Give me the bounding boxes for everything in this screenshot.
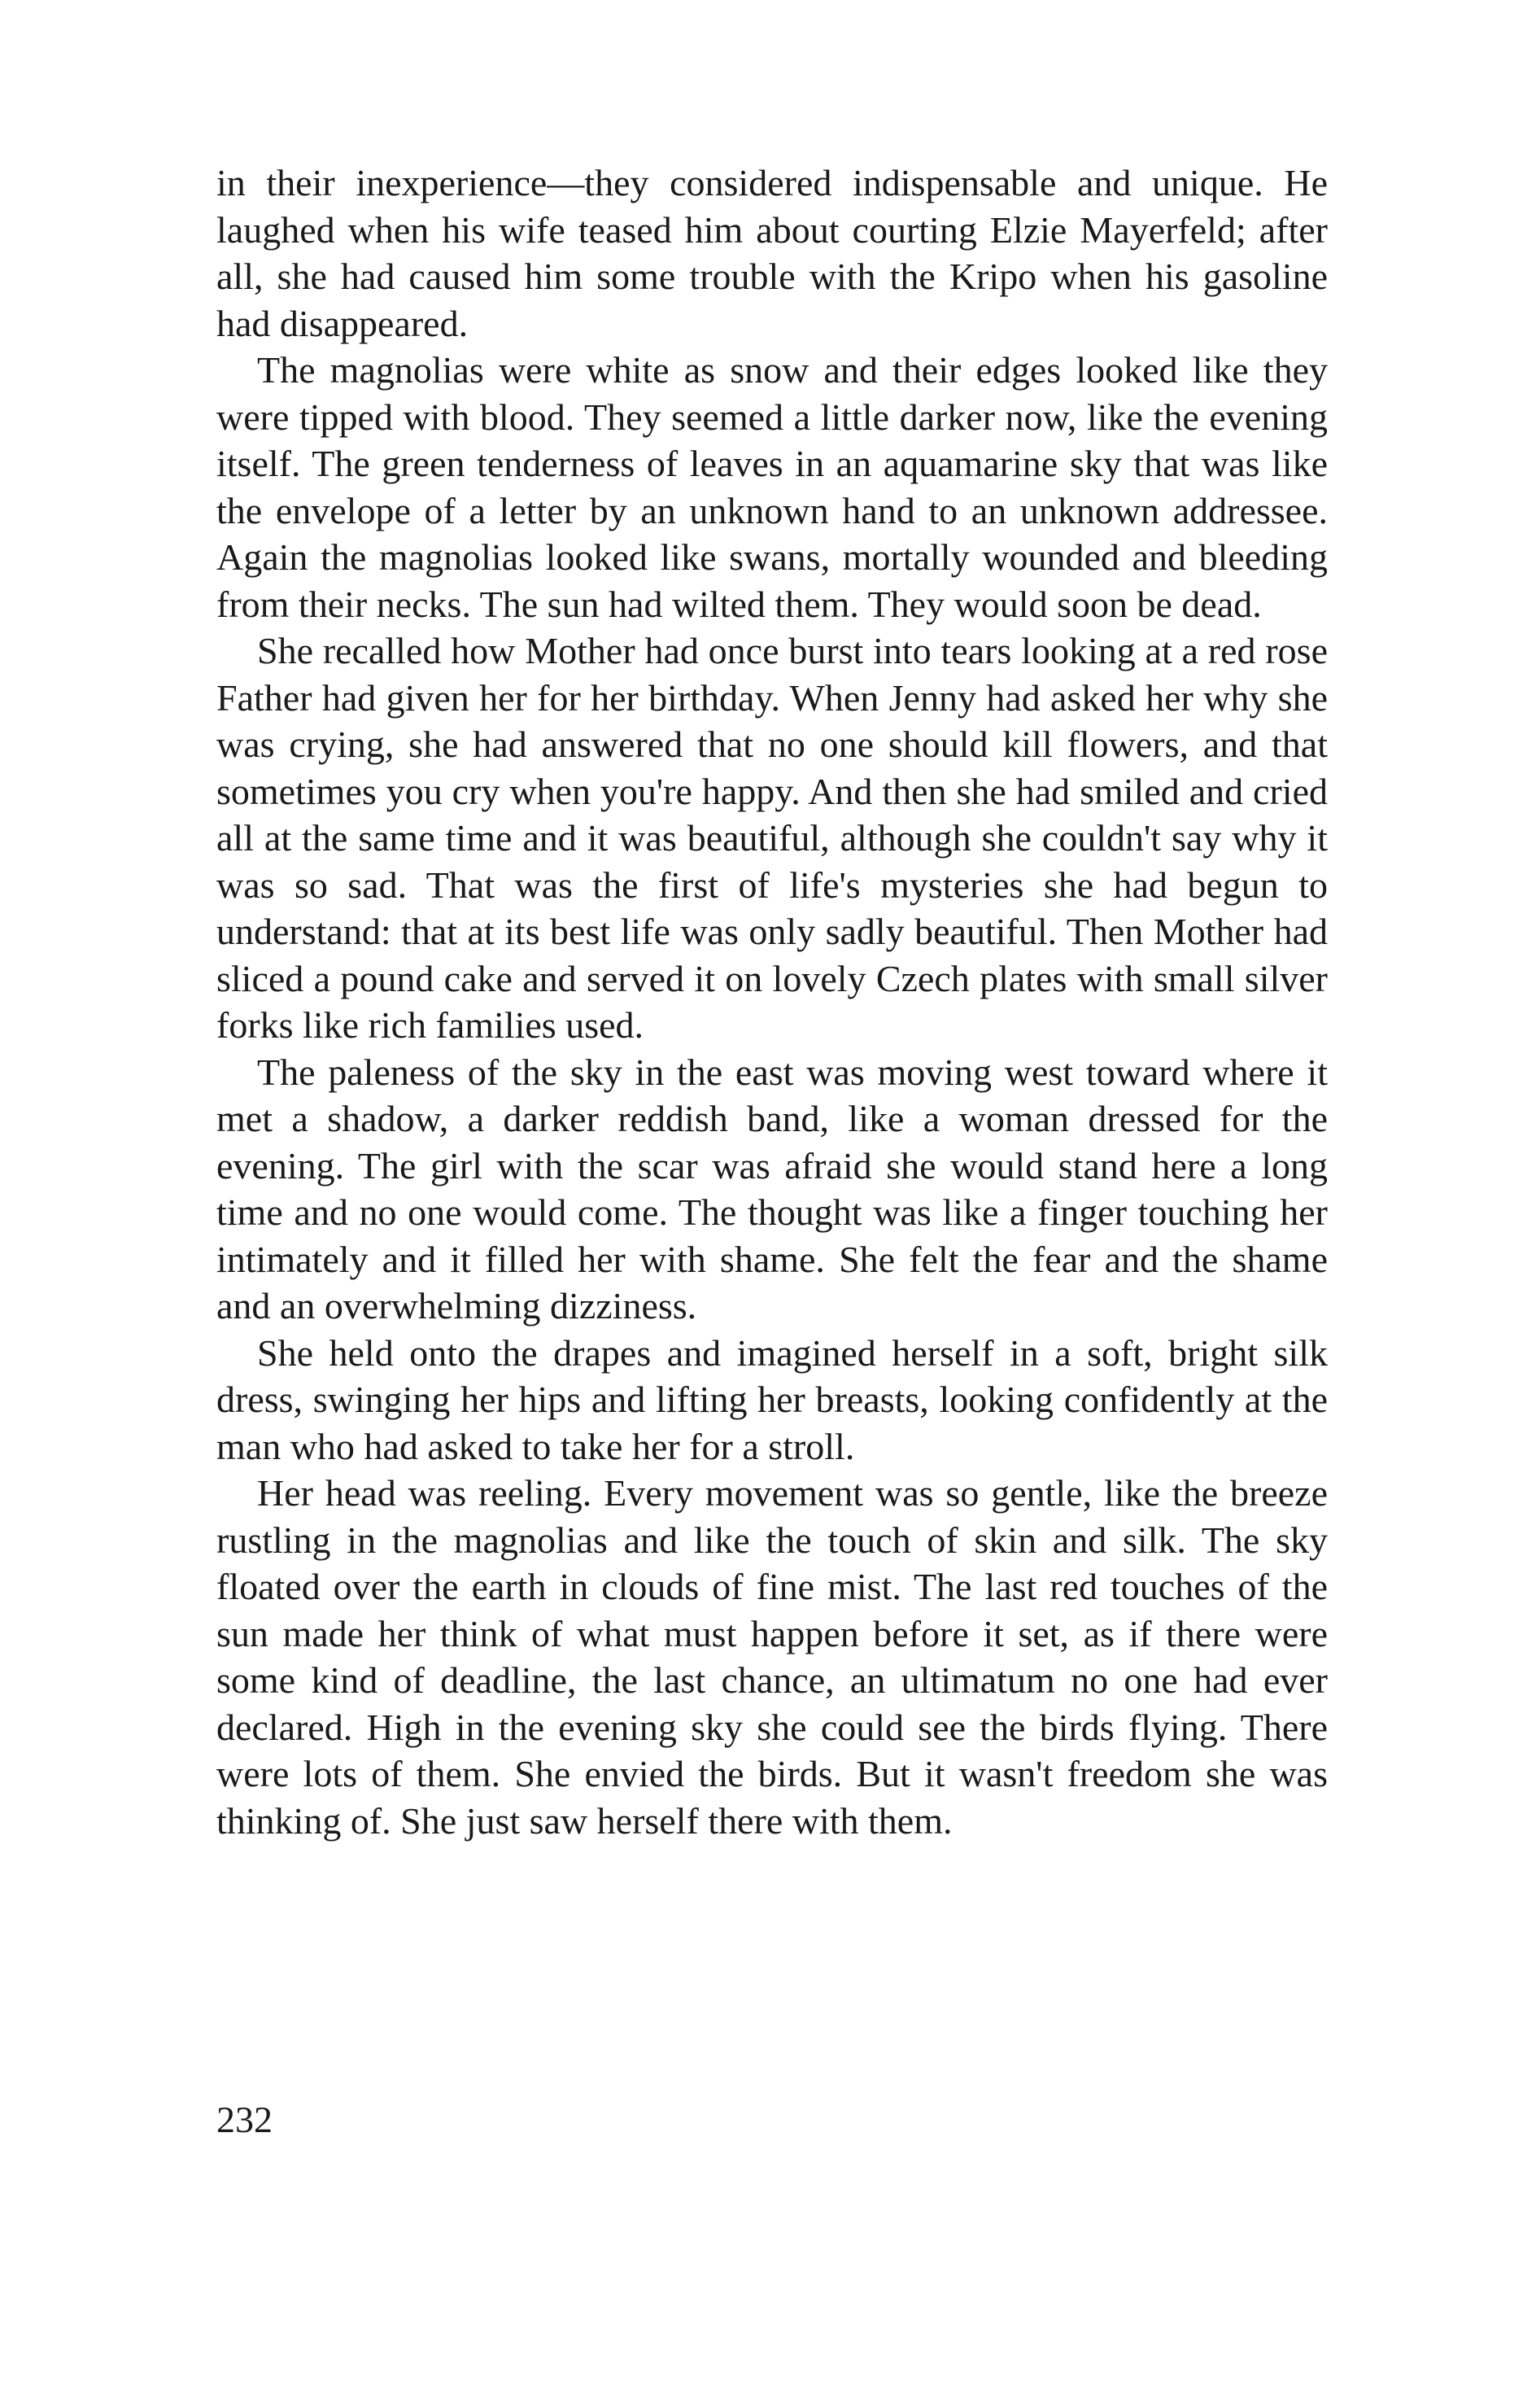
paragraph-mother-rose: She recalled how Mother had once burst into tears looking at a red rose Father had given her for her birthday. When Jenny had asked her why she was crying, she had answered that no one should kill flowers, and that sometimes you cry when you're happy. And then she had smiled and cried all at the same time and it was beautiful, although she couldn't say why it was so sad. That was the first of life's mysteries she had begun to understand: that at its best life was only sadly beautiful. Then Mother had sliced a pound cake and served it on lovely Czech plates with small silver forks like rich families used.: [216, 630, 1328, 1046]
paragraph-continuation: in their inexperience—they considered indispensable and unique. He laughed when his wife teased him about courting Elzie Mayerfeld; after all, she had caused him some trouble with the Kripo when his gasoline had disappeared.: [216, 162, 1328, 344]
paragraph-magnolias: The magnolias were white as snow and their edges looked like they were tipped with blood. They seemed a little darker now, like the evening itself. The green tenderness of leaves in an aquamarine sky that was like the envelope of a letter by an unknown hand to an unknown addressee. Again the magnolias looked like swans, mortally wounded and bleeding from their necks. The sun had wilted them. They would soon be dead.: [216, 349, 1328, 625]
page-number: 232: [216, 2099, 273, 2140]
paragraph-drapes: She held onto the drapes and imagined herself in a soft, bright silk dress, swinging her hips and lifting her breasts, looking confidently at the man who had asked to take her for a stroll.: [216, 1331, 1328, 1467]
paragraph-head-reeling: Her head was reeling. Every movement was so gentle, like the breeze rustling in the magnolias and like the touch of skin and silk. The sky floated over the earth in clouds of fine mist. The last red touches of the sun made her think of what must happen before it set, as if there were some kind of deadline, the last chance, an ultimatum no one had ever declared. High in the evening sky she could see the birds flying. There were lots of them. She envied the birds. But it wasn't freedom she was thinking of. She just saw herself there with them.: [216, 1472, 1328, 1842]
paragraph-paleness-sky: The paleness of the sky in the east was moving west toward where it met a shadow, a darker reddish band, like a woman dressed for the evening. The girl with the scar was afraid she would stand here a long time and no one would come. The thought was like a finger touching her intimately and it filled her with shame. She felt the fear and the shame and an overwhelming dizziness.: [216, 1051, 1328, 1326]
body-text: [216, 160, 1328, 1844]
